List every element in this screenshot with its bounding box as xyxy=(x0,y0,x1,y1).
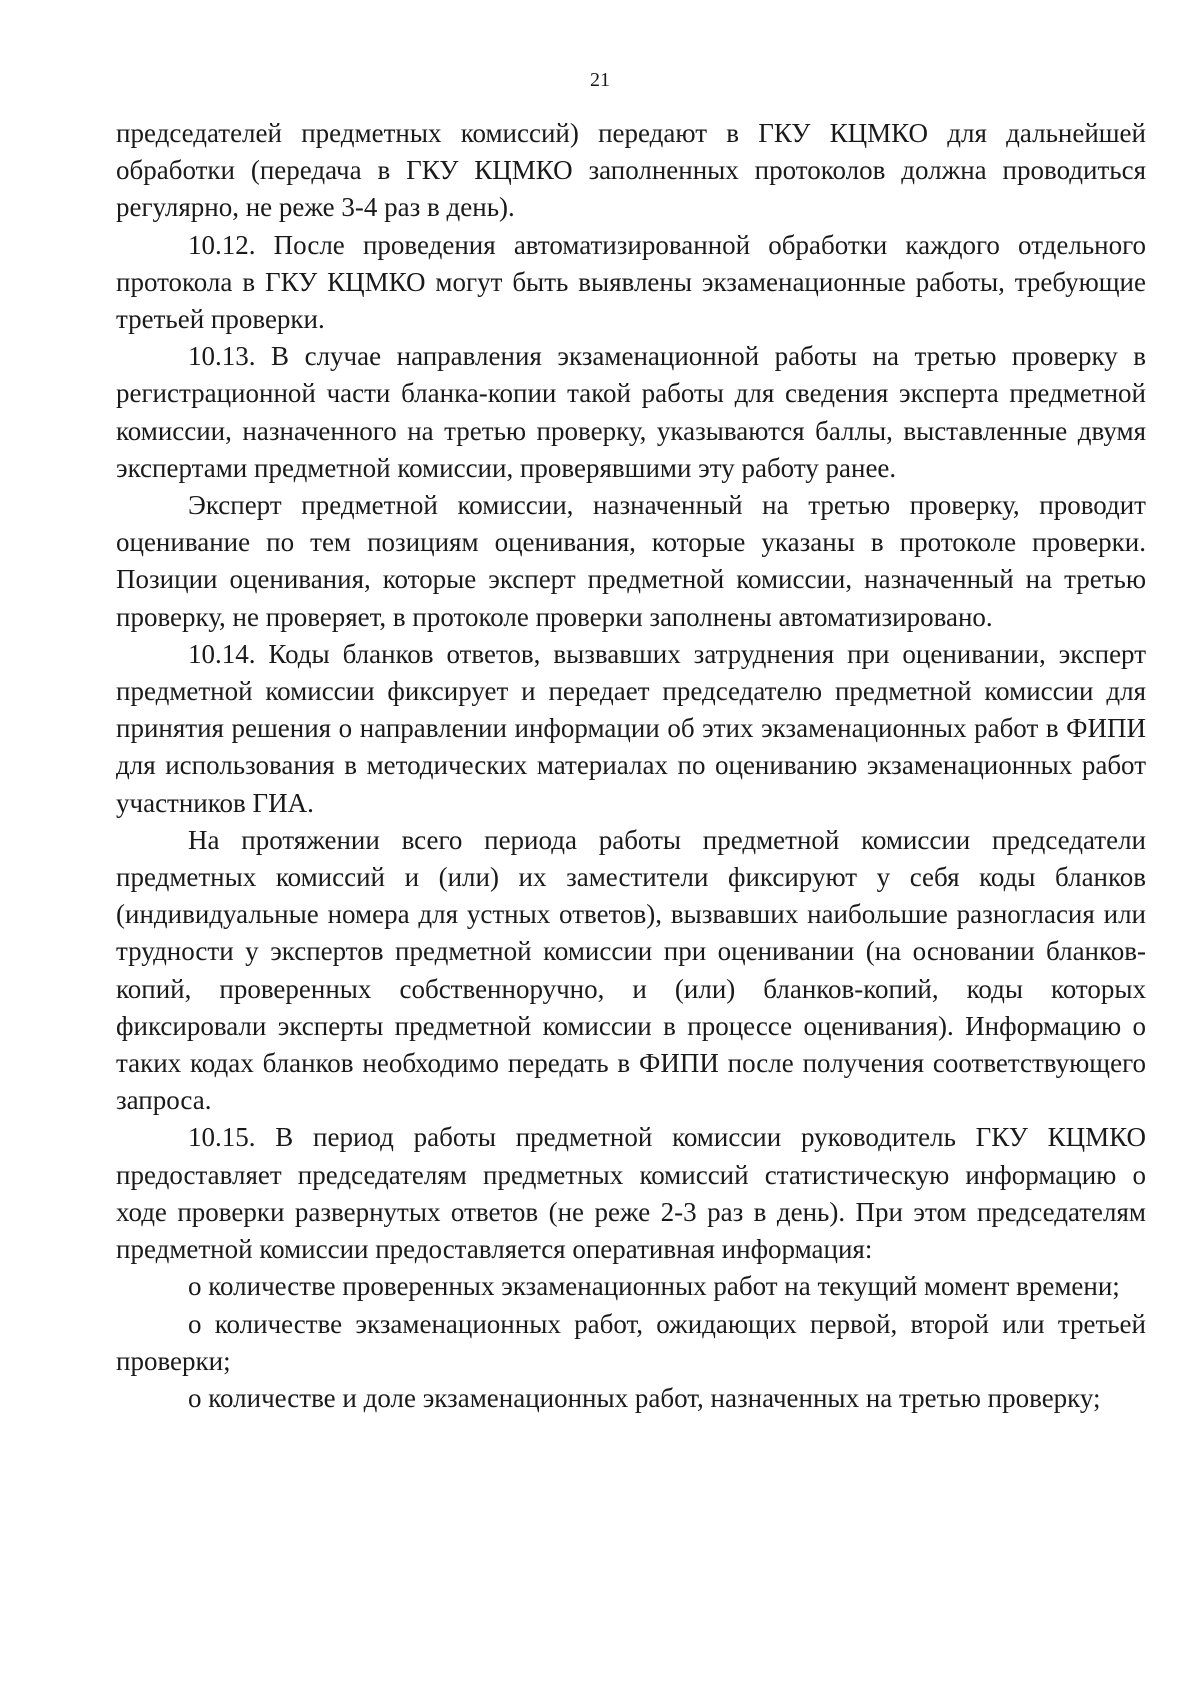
list-item-awaiting-count: о количестве экзаменационных работ, ожидающих первой, второй или третьей проверки; xyxy=(116,1308,1146,1376)
paragraph-10-12: 10.12. После проведения автоматизированной обработки каждого отдельного протокола в ГКУ КЦМКО могут быть выявлены экзаменационные работы, требующие третьей проверки. xyxy=(116,229,1146,335)
paragraph-third-check-expert: Эксперт предметной комиссии, назначенный на третью проверку, проводит оценивание по тем позициям оценивания, которые указаны в протоколе проверки. Позиции оценивания, которые эксперт предметной комиссии, назначенный на третью проверку, не проверяет, в протоколе проверки заполнены автоматизировано. xyxy=(116,490,1146,632)
paragraph-chairs-record-codes: На протяжении всего периода работы предметной комиссии председатели предметных комиссий и (или) их заместители фиксируют у себя коды бланков (индивидуальные номера для устных ответов), вызвавших наибольшие разногласия или трудности у экспертов предметной комиссии при оценивании (на основании бланков-копий, проверенных собственноручно, и (или) бланков-копий, коды которых фиксировали эксперты предметной комиссии в процессе оценивания). Информацию о таких кодах бланков необходимо передать в ФИПИ после получения соответствующего запроса. xyxy=(116,824,1146,1116)
paragraph-10-13: 10.13. В случае направления экзаменационной работы на третью проверку в регистрационной части бланка-копии такой работы для сведения эксперта предметной комиссии, назначенного на третью проверку, указываются баллы, выставленные двумя экспертами предметной комиссии, проверявшими эту работу ранее. xyxy=(116,341,1146,483)
list-item-checked-count: о количестве проверенных экзаменационных работ на текущий момент времени; xyxy=(188,1271,1120,1302)
paragraph-10-14: 10.14. Коды бланков ответов, вызвавших затруднения при оценивании, эксперт предметной комиссии фиксирует и передает председателю предметной комиссии для принятия решения о направлении информации об этих экзаменационных работ в ФИПИ для использования в методических материалах по оцениванию экзаменационных работ участников ГИА. xyxy=(116,638,1146,818)
document-body xyxy=(116,115,1146,1417)
paragraph-continuation: председателей предметных комиссий) передают в ГКУ КЦМКО для дальнейшей обработки (передача в ГКУ КЦМКО заполненных протоколов должна проводиться регулярно, не реже 3-4 раз в день). xyxy=(116,118,1146,223)
paragraph-10-15: 10.15. В период работы предметной комиссии руководитель ГКУ КЦМКО предоставляет председателям предметных комиссий статистическую информацию о ходе проверки развернутых ответов (не реже 2-3 раз в день). При этом председателям предметной комиссии предоставляется оперативная информация: xyxy=(116,1122,1146,1265)
list-item-third-check-share: о количестве и доле экзаменационных работ, назначенных на третью проверку; xyxy=(188,1382,1101,1413)
page-number: 21 xyxy=(590,69,610,91)
